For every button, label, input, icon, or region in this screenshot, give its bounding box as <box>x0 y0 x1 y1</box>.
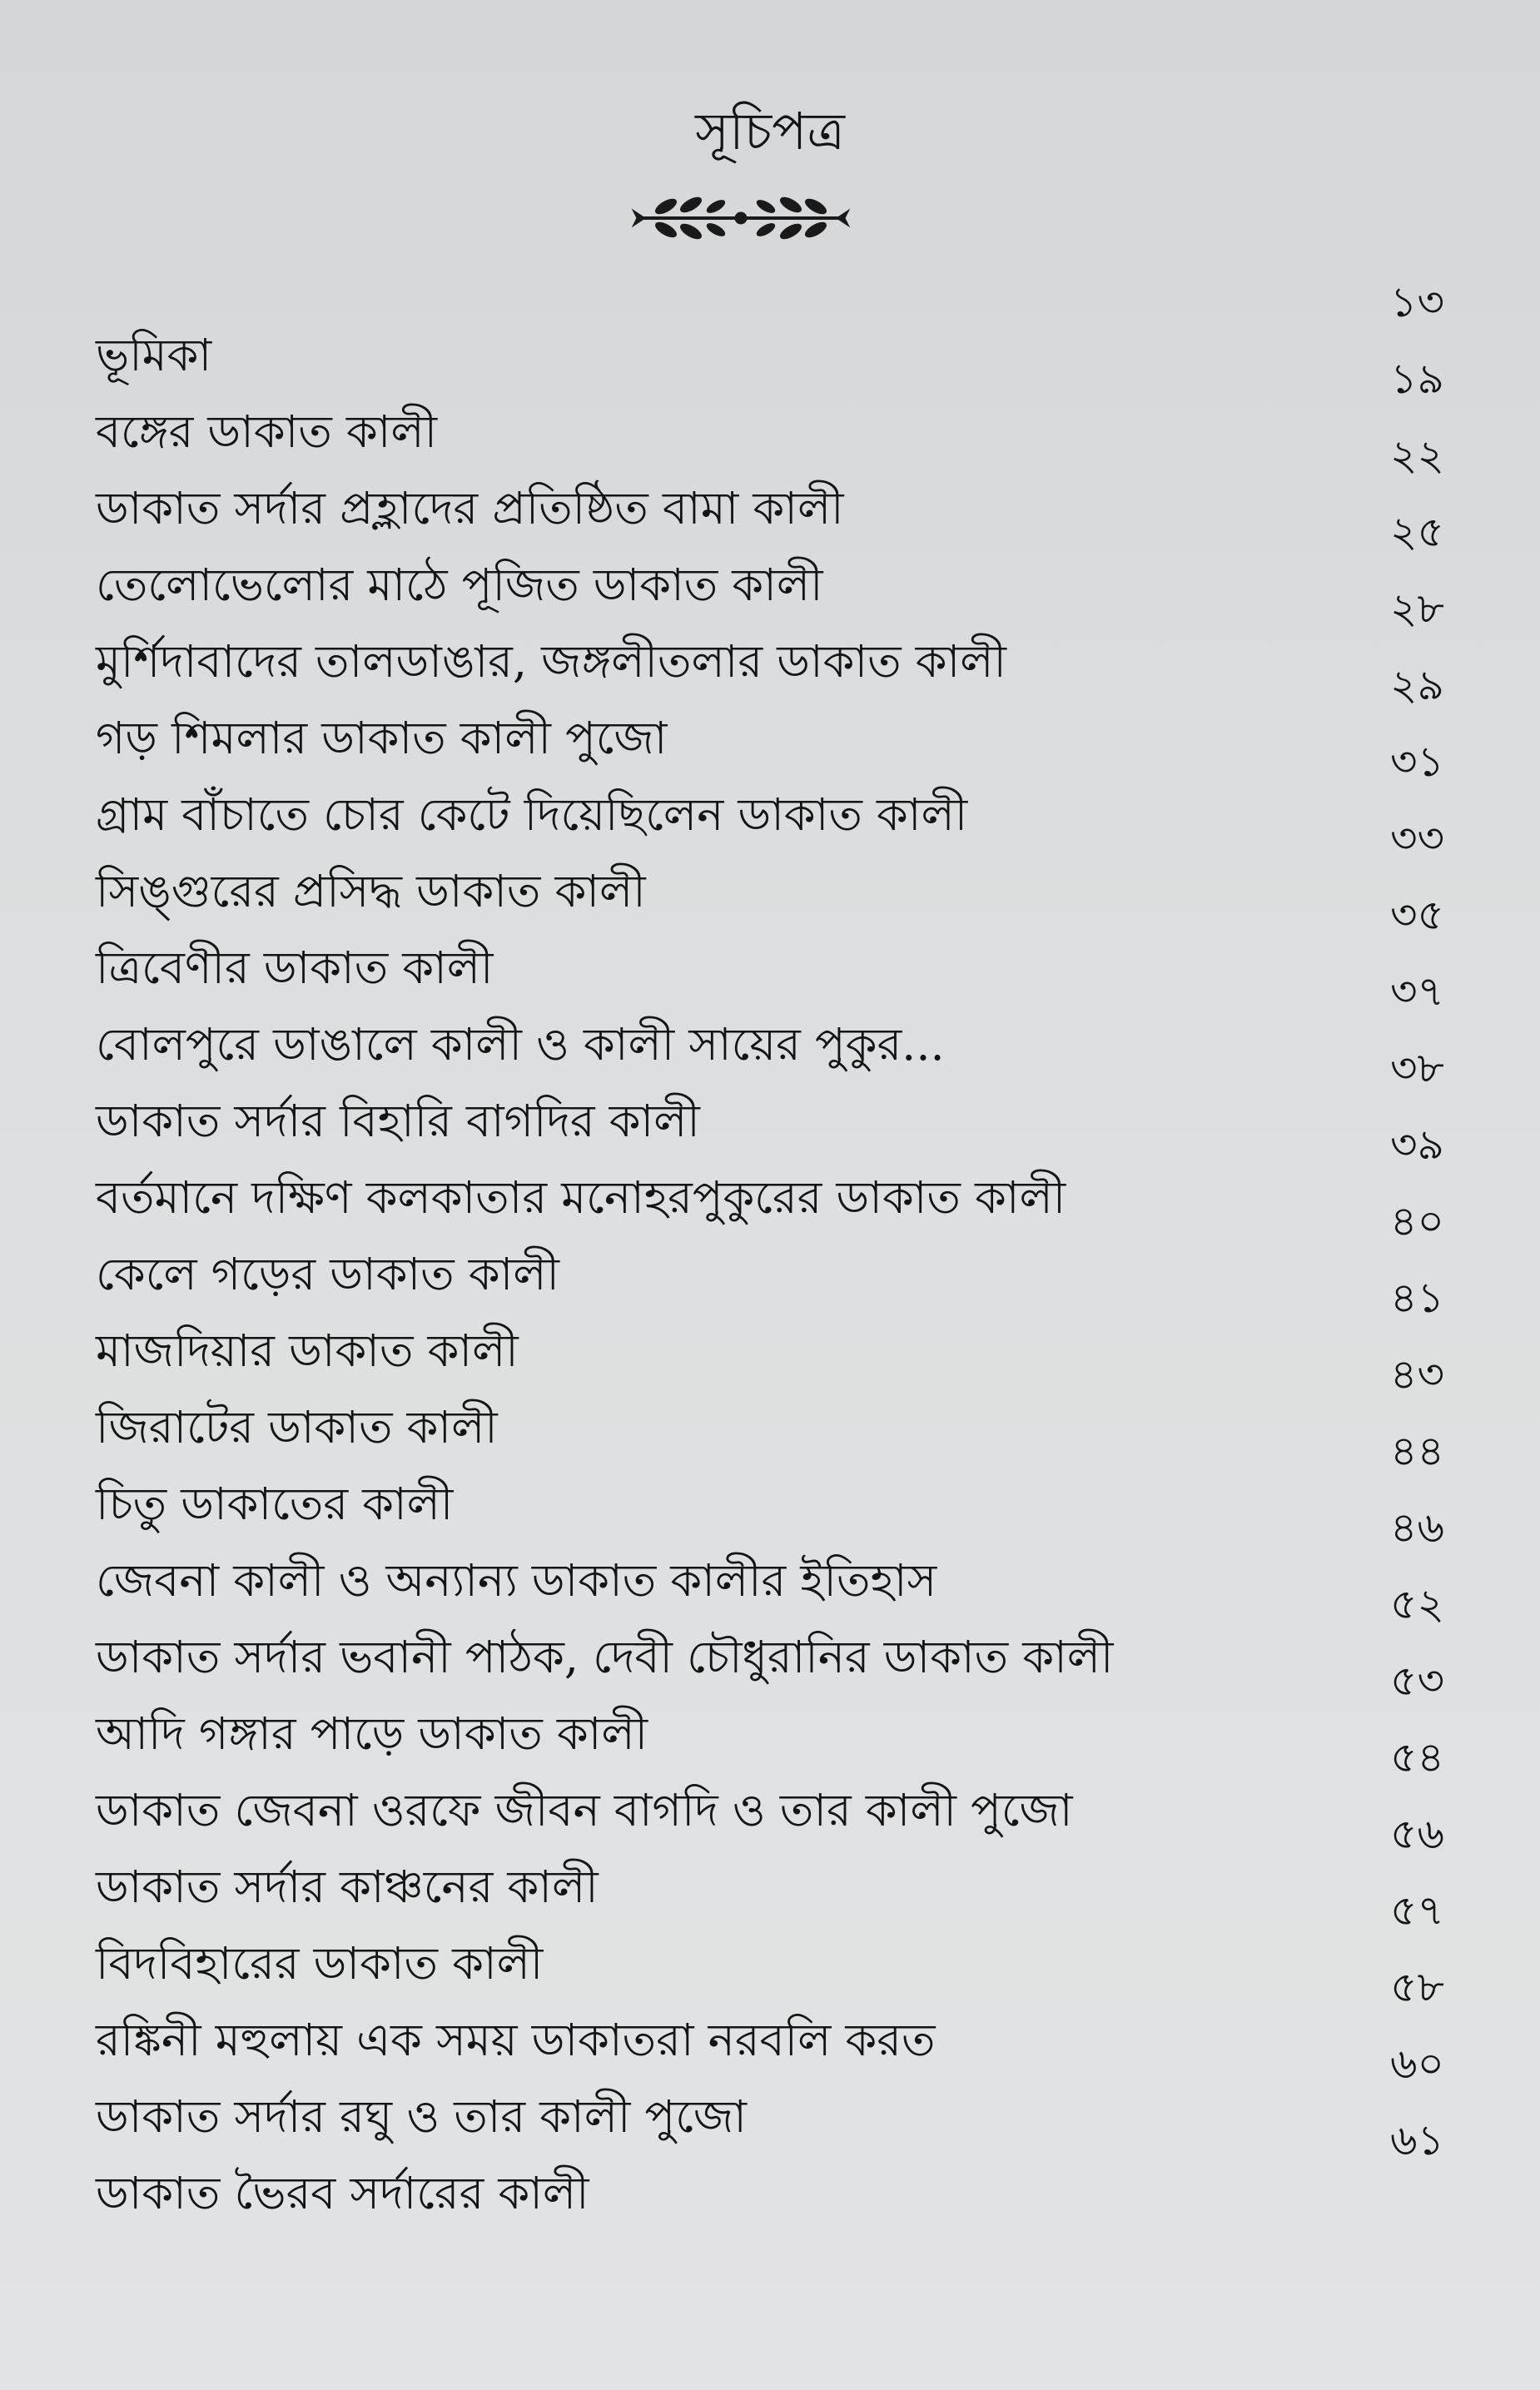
leaf-vine-ornament-icon <box>628 185 853 251</box>
toc-entry-page-number: ১৩ <box>1390 278 1444 326</box>
toc-entry-title: ডাকাত সর্দার ভবানী পাঠক, দেবী চৌধুরানির ডাকাত কালী <box>96 1631 1114 1683</box>
toc-entry-page-number: ১৯ <box>1390 355 1444 403</box>
toc-entry-page-number: ৫৩ <box>1390 1657 1444 1705</box>
toc-entry-title: রঙ্কিনী মহুলায় এক সময় ডাকাতরা নরবলি করত <box>96 2014 936 2066</box>
toc-entry-title: ডাকাত সর্দার কাঞ্চনের কালী <box>96 1861 599 1913</box>
toc-entry-page-number: ৫৭ <box>1390 1886 1444 1935</box>
toc-entry-title: ডাকাত সর্দার বিহারি বাগদির কালী <box>96 1095 700 1147</box>
toc-entry-title: ডাকাত সর্দার প্রহ্লাদের প্রতিষ্ঠিত বামা কালী <box>96 482 844 534</box>
toc-entry-page-number: ২২ <box>1389 431 1444 479</box>
toc-entry-title: গড় শিমলার ডাকাত কালী পুজো <box>96 712 668 764</box>
toc-entry-title: মুর্শিদাবাদের তালডাঙার, জঙ্গলীতলার ডাকাত কালী <box>96 635 1006 688</box>
toc-entry-title: মাজদিয়ার ডাকাত কালী <box>96 1324 519 1377</box>
toc-entry-title: আদি গঙ্গার পাড়ে ডাকাত কালী <box>96 1707 648 1760</box>
toc-entry-title: ভূমিকা <box>96 329 212 381</box>
toc-entry-title: বঙ্গের ডাকাত কালী <box>96 405 438 458</box>
toc-entry-title: গ্রাম বাঁচাতে চোর কেটে দিয়েছিলেন ডাকাত কালী <box>96 788 968 841</box>
toc-entry-page-number: ৪০ <box>1390 1197 1444 1245</box>
toc-entry-title: ডাকাত সর্দার রঘু ও তার কালী পুজো <box>96 2090 747 2143</box>
toc-entry-title: বোলপুরে ডাঙালে কালী ও কালী সায়ের পুকুর... <box>96 1018 945 1071</box>
toc-entry-page-number: ৩৭ <box>1389 967 1444 1016</box>
toc-entry-title: জেবনা কালী ও অন্যান্য ডাকাত কালীর ইতিহাস <box>96 1554 937 1607</box>
toc-entry-title: জিরাটের ডাকাত কালী <box>96 1401 498 1453</box>
toc-entry-page-number: ৪৪ <box>1390 1427 1444 1475</box>
toc-entry-page-number: ৪১ <box>1390 1274 1444 1322</box>
toc-entry-page-number: ৫৮ <box>1390 1963 1444 2011</box>
toc-entry-page-number: ৩১ <box>1390 738 1444 786</box>
toc-entry-page-number: ৩৯ <box>1390 1120 1444 1169</box>
toc-entry-page-number: ৩৫ <box>1390 891 1444 939</box>
toc-entry <box>96 278 1444 385</box>
toc-entry-page-number: ৫৬ <box>1390 1810 1444 1858</box>
toc-entry-title: সিঙ্গুরের প্রসিদ্ধ ডাকাত কালী <box>96 865 646 917</box>
toc-entry-title: বিদবিহারের ডাকাত কালী <box>96 1937 544 1990</box>
toc-entry-page-number: ৩৮ <box>1390 1044 1444 1092</box>
toc-entry-title: ডাকাত জেবনা ওরফে জীবন বাগদি ও তার কালী পুজো <box>96 1784 1073 1836</box>
toc-entry-title: ত্রিবেণীর ডাকাত কালী <box>96 942 494 994</box>
toc-entry-title: বর্তমানে দক্ষিণ কলকাতার মনোহরপুকুরের ডাকাত কালী <box>96 1171 1066 1224</box>
toc-entry-title: চিতু ডাকাতের কালী <box>96 1478 454 1530</box>
toc-entry-title: তেলোভেলোর মাঠে পূজিত ডাকাত কালী <box>96 559 823 611</box>
toc-entry-page-number: ২৯ <box>1390 661 1444 709</box>
toc-entry-page-number: ৪৩ <box>1390 1350 1444 1399</box>
toc-entry-title: ডাকাত ভৈরব সর্দারের কালী <box>96 2167 589 2219</box>
toc-entry-page-number: ৬০ <box>1389 2040 1444 2088</box>
page-title: সূচিপত্র <box>695 101 845 161</box>
toc-entry-page-number: ৫২ <box>1390 1580 1444 1628</box>
toc-entry-page-number: ২৮ <box>1390 584 1444 633</box>
toc-entry-page-number: ৪৬ <box>1390 1503 1444 1552</box>
toc-entry-page-number: ৩৩ <box>1389 814 1444 862</box>
toc-entry-page-number: ৫৪ <box>1390 1733 1444 1781</box>
toc-entry-page-number: ৬১ <box>1390 2116 1444 2164</box>
toc-entry-title: কেলে গড়ের ডাকাত কালী <box>96 1248 559 1300</box>
toc-entry-page-number: ২৫ <box>1390 508 1444 556</box>
